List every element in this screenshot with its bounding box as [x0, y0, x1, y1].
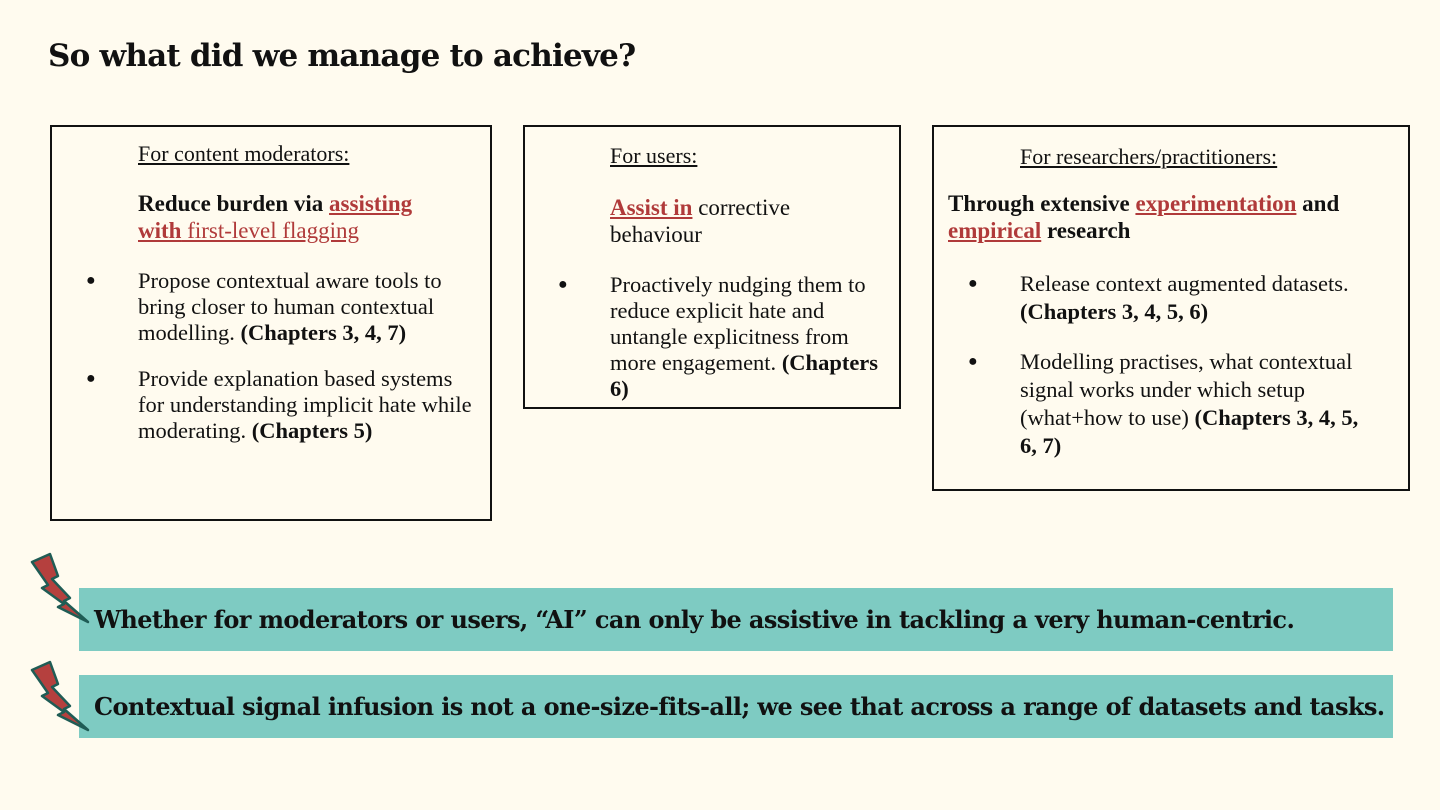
card-content-moderators [50, 125, 492, 521]
lead-highlight-experimentation: experimentation [1135, 191, 1297, 216]
lead-suffix: corrective behaviour [610, 195, 791, 247]
bullet-text: Release context augmented datasets. [1020, 271, 1349, 296]
bullet-list-users [610, 272, 886, 422]
lightning-bolt-icon [28, 552, 92, 632]
card-heading-users: For users: [610, 143, 698, 168]
takeaway-banner-2 [79, 675, 1393, 738]
chapter-ref: (Chapters 5) [251, 418, 373, 443]
lead-highlight: Assist in [610, 195, 693, 220]
lead-prefix: Reduce burden via [138, 191, 330, 216]
chapter-ref: (Chapters 6) [610, 350, 879, 401]
bullet-list-researchers [1020, 270, 1370, 480]
bullet-text: Propose contextual aware tools to bring closer to human contextual modelling. [138, 268, 442, 345]
bullet-list-moderators [138, 268, 478, 464]
bullet-text: Provide explanation based systems for understanding implicit hate while moderating. [138, 366, 472, 443]
lead-mid: and [1296, 191, 1340, 216]
chapter-ref: (Chapters 3, 4, 5, 6, 7) [1020, 405, 1359, 458]
banner-text: Whether for moderators or users, “AI” can only be assistive in tackling a very human-centric. [94, 605, 1295, 634]
lead-prefix: Through extensive [948, 191, 1136, 216]
card-lead-moderators [138, 190, 458, 244]
bullet-text: Modelling practises, what contextual signal works under which setup (what+how to use) [1020, 349, 1353, 430]
card-users [523, 125, 901, 409]
slide-title: So what did we manage to achieve? [48, 38, 636, 74]
chapter-ref: (Chapters 3, 4, 5, 6) [1020, 299, 1209, 324]
lightning-bolt-icon [28, 660, 92, 740]
lead-highlight: assisting with [138, 191, 413, 243]
card-heading-researchers: For researchers/practitioners: [1020, 144, 1278, 169]
lead-highlight-light: first-level flagging [181, 218, 360, 243]
card-researchers [932, 125, 1410, 491]
list-item [138, 366, 478, 444]
lead-suffix: research [1041, 218, 1131, 243]
banner-text: Contextual signal infusion is not a one-size-fits-all; we see that across a range of datasets and tasks. [94, 692, 1385, 721]
lead-highlight-empirical: empirical [948, 218, 1042, 243]
bullet-text: Proactively nudging them to reduce explicit hate and untangle explicitness from more engagement. [610, 272, 866, 375]
card-lead-researchers [948, 190, 1398, 244]
card-lead-users [610, 194, 840, 248]
list-item [1020, 348, 1370, 460]
takeaway-banner-1 [79, 588, 1393, 651]
card-heading-moderators: For content moderators: [138, 141, 350, 166]
chapter-ref: (Chapters 3, 4, 7) [240, 320, 407, 345]
list-item [1020, 270, 1370, 326]
list-item [138, 268, 478, 346]
list-item [610, 272, 886, 402]
